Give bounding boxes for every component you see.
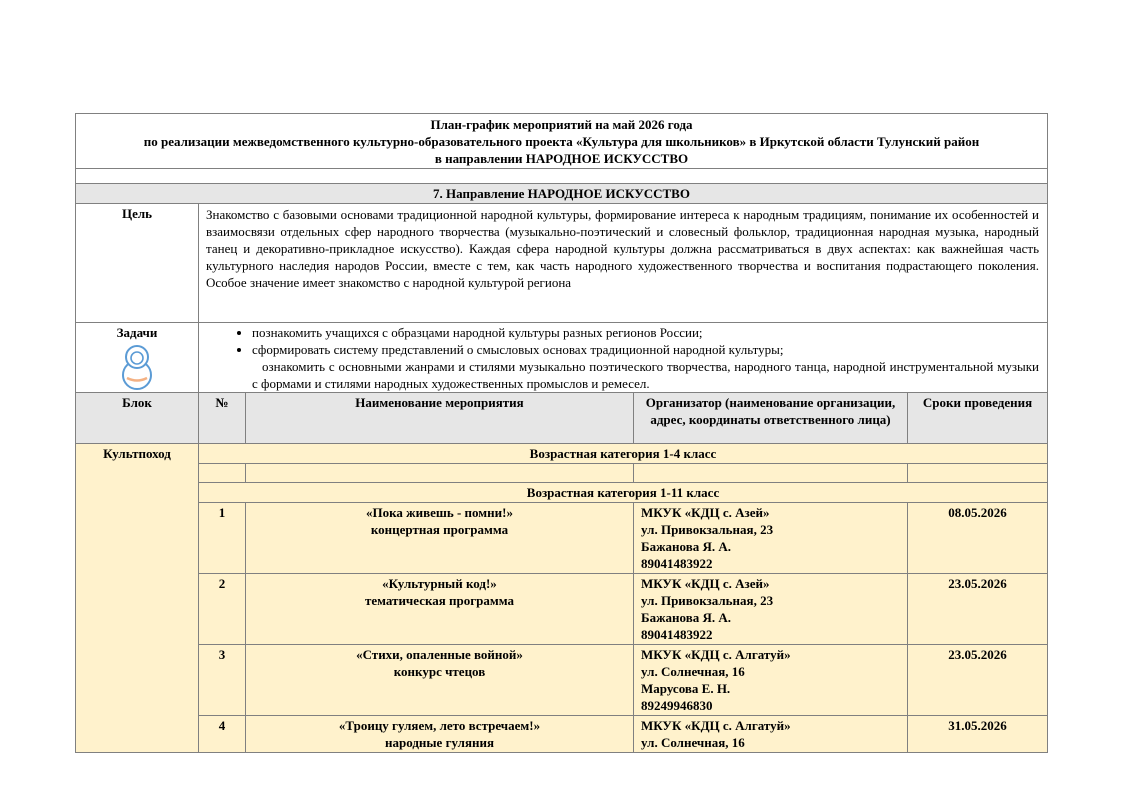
event-date: 31.05.2026 <box>908 716 1048 753</box>
category-row-1 <box>76 444 1048 464</box>
goal-text: Знакомство с базовыми основами традиционной народной культуры, формирование интереса к народным традициям, понимание их особенностей и взаимосвязи отдельных сфер народного творчества (музыкально-поэтический и словесный фольклор, традиционная народная музыка, народный танец и декоративно-прикладное искусство). Каждая сфера народной культуры должна рассматриваться в двух аспектах: как важнейшая часть культурного наследия народов России, вместе с тем, как часть народного художественного творчества и воспитания подрастающего поколения. Особое значение имеет знакомство с народной культурой региона <box>199 204 1048 323</box>
event-title: «Троицу гуляем, лето встречаем!» <box>338 718 541 733</box>
event-subtitle: концертная программа <box>370 522 509 537</box>
col-date: Сроки проведения <box>908 393 1048 444</box>
event-subtitle: тематическая программа <box>364 593 515 608</box>
tasks-list-cell <box>199 323 1048 393</box>
event-organizer <box>634 574 908 645</box>
header-line-1: План-график мероприятий на май 2026 года <box>430 117 693 132</box>
event-num: 3 <box>199 645 246 716</box>
organizer-name: МКУК «КДЦ с. Алгатуй» <box>641 718 791 733</box>
column-header-row <box>76 393 1048 444</box>
organizer-address: ул. Солнечная, 16 <box>641 664 745 679</box>
organizer-phone: 89041483922 <box>641 556 713 571</box>
tasks-list <box>203 324 1039 392</box>
event-subtitle: народные гуляния <box>384 735 494 750</box>
organizer-address: ул. Привокзальная, 23 <box>641 522 774 537</box>
organizer-person: Бажанова Я. А. <box>641 539 731 554</box>
tasks-row <box>76 323 1048 393</box>
event-organizer <box>634 503 908 574</box>
document-sheet <box>75 113 1047 753</box>
age-category-1: Возрастная категория 1-4 класс <box>199 444 1048 464</box>
organizer-name: МКУК «КДЦ с. Азей» <box>641 505 770 520</box>
event-name <box>246 716 634 753</box>
task-item: • сформировать систему представлений о смысловых основах традиционной народной культуры; <box>252 341 1039 358</box>
header-line-3: в направлении НАРОДНОЕ ИСКУССТВО <box>434 151 689 166</box>
event-date: 23.05.2026 <box>908 574 1048 645</box>
col-block: Блок <box>76 393 199 444</box>
event-row <box>76 645 1048 716</box>
organizer-person: Марусова Е. Н. <box>641 681 731 696</box>
event-row <box>76 574 1048 645</box>
event-date: 23.05.2026 <box>908 645 1048 716</box>
col-organizer: Организатор (наименование организации, адрес, координаты ответственного лица) <box>634 393 908 444</box>
organizer-phone: 89249946830 <box>641 698 713 713</box>
event-title: «Стихи, опаленные войной» <box>356 647 523 662</box>
col-name: Наименование мероприятия <box>246 393 634 444</box>
age-category-2: Возрастная категория 1-11 класс <box>199 483 1048 503</box>
organizer-person: Бажанова Я. А. <box>641 610 731 625</box>
header-line-2: по реализации межведомственного культурно-образовательного проекта «Культура для школьников» в Иркутской области Тулунский район <box>143 134 980 149</box>
event-name <box>246 503 634 574</box>
goal-label: Цель <box>76 204 199 323</box>
direction-row <box>76 184 1048 204</box>
event-subtitle: конкурс чтецов <box>393 664 486 679</box>
organizer-address: ул. Солнечная, 16 <box>641 735 745 750</box>
tasks-cell <box>76 323 199 393</box>
organizer-address: ул. Привокзальная, 23 <box>641 593 774 608</box>
task-item: ознакомить с основными жанрами и стилями музыкально поэтического творчества, народного танца, народной инструментальной музыки с формами и стилями народных художественных промыслов и ремесел. <box>252 359 1039 391</box>
empty-row <box>76 464 1048 483</box>
event-name <box>246 574 634 645</box>
event-num: 4 <box>199 716 246 753</box>
event-organizer <box>634 716 908 753</box>
direction-title: 7. Направление НАРОДНОЕ ИСКУССТВО <box>76 184 1048 204</box>
goal-row <box>76 204 1048 323</box>
event-row <box>76 503 1048 574</box>
event-name <box>246 645 634 716</box>
tasks-label: Задачи <box>116 325 158 340</box>
plan-table <box>75 113 1048 753</box>
category-row-2 <box>76 483 1048 503</box>
header-row <box>76 114 1048 169</box>
event-title: «Культурный код!» <box>382 576 497 591</box>
event-organizer <box>634 645 908 716</box>
event-row <box>76 716 1048 753</box>
organizer-name: МКУК «КДЦ с. Азей» <box>641 576 770 591</box>
spacer-row <box>76 169 1048 184</box>
block-name: Культпоход <box>76 444 199 753</box>
organizer-phone: 89041483922 <box>641 627 713 642</box>
event-num: 2 <box>199 574 246 645</box>
event-date: 08.05.2026 <box>908 503 1048 574</box>
col-num: № <box>199 393 246 444</box>
document-header <box>76 114 1048 169</box>
event-num: 1 <box>199 503 246 574</box>
matryoshka-icon <box>119 344 155 390</box>
event-title: «Пока живешь - помни!» <box>366 505 513 520</box>
task-item: • познакомить учащихся с образцами народной культуры разных регионов России; <box>252 324 1039 341</box>
organizer-name: МКУК «КДЦ с. Алгатуй» <box>641 647 791 662</box>
